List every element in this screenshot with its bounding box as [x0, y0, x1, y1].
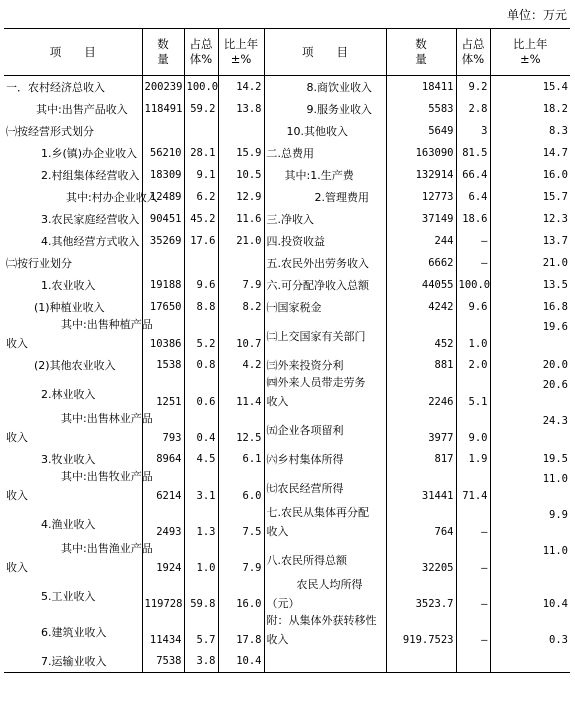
percent-cell: 3.8	[184, 650, 218, 673]
yoy-cell: 16.8	[490, 296, 570, 318]
left-item-label	[4, 318, 153, 354]
item-text: 3.农民家庭经营收入	[41, 212, 140, 226]
quantity-cell: 90451	[142, 208, 184, 230]
item-text-continued: 收入	[6, 431, 28, 444]
item-text: 其中:出售渔业产品	[61, 542, 153, 555]
table-row	[4, 142, 570, 164]
item-text: ㈥乡村集体所得	[266, 452, 344, 466]
left-item-label	[4, 98, 142, 120]
quantity-cell: 163090	[386, 142, 456, 164]
left-item-label	[4, 142, 142, 164]
left-item-label	[4, 230, 142, 252]
yoy-cell: 11.4	[218, 376, 264, 412]
quantity-cell: 44055	[386, 274, 456, 296]
table-row	[4, 318, 570, 354]
quantity-cell	[142, 252, 184, 274]
quantity-cell: 2493	[142, 506, 184, 542]
right-item-label	[264, 296, 386, 318]
yoy-cell: 10.5	[218, 164, 264, 186]
percent-cell: 2.0	[456, 354, 490, 376]
percent-cell	[184, 252, 218, 274]
table-row	[4, 542, 570, 578]
yoy-cell: 14.2	[218, 76, 264, 99]
percent-cell: 9.6	[456, 296, 490, 318]
quantity-cell: 56210	[142, 142, 184, 164]
quantity-cell: 452	[386, 318, 456, 354]
yoy-cell: 11.0	[490, 470, 570, 506]
left-item-label	[4, 274, 142, 296]
table-row	[4, 98, 570, 120]
header-item: 项 目	[264, 29, 386, 76]
unit-label: 单位：万元	[506, 8, 567, 22]
item-text: 农民人均所得	[296, 578, 363, 591]
table-row	[4, 376, 570, 412]
percent-cell: 4.5	[184, 448, 218, 470]
percent-cell: —	[456, 506, 490, 542]
yoy-cell: 9.9	[490, 506, 570, 542]
percent-cell: 71.4	[456, 470, 490, 506]
percent-cell: 6.4	[456, 186, 490, 208]
left-item-label	[4, 76, 142, 99]
quantity-cell: 132914	[386, 164, 456, 186]
right-item-label	[264, 142, 386, 164]
yoy-cell: 8.2	[218, 296, 264, 318]
yoy-cell	[490, 650, 570, 673]
table-row	[4, 448, 570, 470]
percent-cell: 81.5	[456, 142, 490, 164]
percent-cell: 5.7	[184, 614, 218, 650]
yoy-cell	[218, 252, 264, 274]
item-text: 五.农民外出劳务收入	[266, 256, 369, 270]
quantity-cell: 4242	[386, 296, 456, 318]
quantity-cell: 12489	[142, 186, 184, 208]
percent-cell: 8.8	[184, 296, 218, 318]
percent-cell: 45.2	[184, 208, 218, 230]
item-text-continued: 收入	[266, 633, 289, 646]
percent-cell: 3	[456, 120, 490, 142]
header-percent: 占总 体%	[184, 29, 218, 76]
yoy-cell: 15.7	[490, 186, 570, 208]
item-text: 9.服务业收入	[306, 102, 372, 116]
table-row	[4, 650, 570, 673]
yoy-cell: 21.0	[490, 252, 570, 274]
table-row	[4, 614, 570, 650]
item-text: 2.管理费用	[314, 190, 369, 204]
item-text: 一．农村经济总收入	[6, 80, 105, 94]
quantity-cell: 7538	[142, 650, 184, 673]
right-item-label	[264, 448, 386, 470]
table-row	[4, 208, 570, 230]
yoy-cell: 16.0	[218, 578, 264, 614]
quantity-cell: 2246	[386, 376, 456, 412]
percent-cell: 1.0	[456, 318, 490, 354]
yoy-cell: 7.9	[218, 542, 264, 578]
percent-cell: 28.1	[184, 142, 218, 164]
percent-cell	[184, 120, 218, 142]
yoy-cell	[218, 120, 264, 142]
table-row	[4, 470, 570, 506]
quantity-cell: 35269	[142, 230, 184, 252]
quantity-cell	[386, 650, 456, 673]
yoy-cell: 17.8	[218, 614, 264, 650]
right-item-label	[264, 506, 386, 542]
item-text: 四.投资收益	[266, 234, 325, 248]
left-item-label	[4, 506, 142, 542]
percent-cell: 0.4	[184, 412, 218, 448]
quantity-cell: 919.7523	[386, 614, 456, 650]
right-item-label	[264, 208, 386, 230]
percent-cell: 5.1	[456, 376, 490, 412]
quantity-cell: 817	[386, 448, 456, 470]
quantity-cell: 19188	[142, 274, 184, 296]
percent-cell: —	[456, 578, 490, 614]
right-item-label	[264, 470, 386, 506]
item-text: ㈣外来人员带走劳务	[266, 376, 366, 389]
item-text: ㈢外来投资分利	[266, 358, 344, 372]
income-table	[4, 28, 570, 673]
item-text: 七.农民从集体再分配	[266, 506, 369, 519]
right-item-label	[264, 186, 386, 208]
yoy-cell: 16.0	[490, 164, 570, 186]
quantity-cell: 1538	[142, 354, 184, 376]
percent-cell: 100.0	[184, 76, 218, 99]
table-row	[4, 506, 570, 542]
item-text: 8.商饮业收入	[306, 80, 372, 94]
right-item-label	[264, 578, 386, 614]
left-item-label	[4, 208, 142, 230]
yoy-cell: 20.6	[490, 376, 570, 412]
right-item-label	[264, 164, 386, 186]
yoy-cell: 13.5	[490, 274, 570, 296]
percent-cell: 59.2	[184, 98, 218, 120]
yoy-cell: 18.2	[490, 98, 570, 120]
quantity-cell: 31441	[386, 470, 456, 506]
percent-cell	[456, 650, 490, 673]
item-text-continued: 收入	[6, 489, 28, 502]
yoy-cell: 7.9	[218, 274, 264, 296]
right-item-label	[264, 274, 386, 296]
percent-cell: 2.8	[456, 98, 490, 120]
yoy-cell: 15.4	[490, 76, 570, 99]
quantity-cell: 1924	[142, 542, 184, 578]
quantity-cell: 12773	[386, 186, 456, 208]
right-item-label	[264, 230, 386, 252]
item-text: 附：从集体外获转移性	[266, 614, 377, 627]
item-text: 八.农民所得总额	[266, 553, 347, 567]
item-text: 3.牧业收入	[41, 452, 96, 466]
left-item-label	[4, 354, 142, 376]
right-item-label	[264, 650, 386, 673]
yoy-cell: 10.4	[490, 578, 570, 614]
quantity-cell: 1251	[142, 376, 184, 412]
yoy-cell: 19.6	[490, 318, 570, 354]
item-text-continued: 收入	[266, 525, 289, 538]
table-row	[4, 354, 570, 376]
item-text: 4.其他经营方式收入	[41, 234, 140, 248]
item-text: 其中:出售产品收入	[36, 102, 128, 116]
yoy-cell: 10.7	[218, 318, 264, 354]
item-text: ㈡按行业划分	[6, 256, 72, 270]
right-item-label	[264, 412, 386, 448]
item-text: 其中:1.生产费	[284, 168, 354, 182]
item-text: 2.林业收入	[41, 387, 96, 401]
percent-cell: 0.8	[184, 354, 218, 376]
percent-cell: 9.0	[456, 412, 490, 448]
percent-cell: 9.1	[184, 164, 218, 186]
table-body	[4, 76, 570, 673]
yoy-cell: 8.3	[490, 120, 570, 142]
item-text: 7.运输业收入	[41, 654, 107, 668]
quantity-cell: 244	[386, 230, 456, 252]
yoy-cell: 11.6	[218, 208, 264, 230]
quantity-cell: 3523.7	[386, 578, 456, 614]
right-item-label	[264, 542, 386, 578]
left-item-label	[4, 412, 153, 448]
percent-cell: 100.0	[456, 274, 490, 296]
percent-cell: 1.3	[184, 506, 218, 542]
percent-cell: —	[456, 252, 490, 274]
table-row	[4, 412, 570, 448]
table-row	[4, 120, 570, 142]
left-item-label	[4, 252, 142, 274]
left-item-label	[4, 542, 153, 578]
item-text: 六.可分配净收入总额	[266, 278, 369, 292]
yoy-cell: 19.5	[490, 448, 570, 470]
item-text: ㈦农民经营所得	[266, 481, 344, 495]
table-row	[4, 578, 570, 614]
yoy-cell: 6.0	[218, 470, 264, 506]
quantity-cell: 17650	[142, 296, 184, 318]
left-item-label	[4, 614, 142, 650]
percent-cell: 9.2	[456, 76, 490, 99]
percent-cell: 5.2	[184, 318, 218, 354]
item-text: 6.建筑业收入	[41, 625, 107, 639]
percent-cell: 1.9	[456, 448, 490, 470]
yoy-cell: 13.8	[218, 98, 264, 120]
left-item-label	[4, 376, 142, 412]
quantity-cell: 881	[386, 354, 456, 376]
percent-cell: 66.4	[456, 164, 490, 186]
left-item-label	[4, 120, 142, 142]
yoy-cell: 12.9	[218, 186, 264, 208]
right-item-label	[264, 376, 386, 412]
table-row	[4, 164, 570, 186]
right-item-label	[264, 318, 386, 354]
item-text-continued: （元）	[266, 597, 300, 610]
item-text: (2)其他农业收入	[34, 358, 116, 372]
yoy-cell: 15.9	[218, 142, 264, 164]
item-text: ㈠按经营形式划分	[6, 124, 94, 138]
yoy-cell: 13.7	[490, 230, 570, 252]
percent-cell: 6.2	[184, 186, 218, 208]
item-text: 10.其他收入	[286, 124, 348, 138]
percent-cell: —	[456, 230, 490, 252]
quantity-cell: 6214	[142, 470, 184, 506]
item-text: 三.净收入	[266, 212, 314, 226]
left-item-label	[4, 448, 142, 470]
percent-cell: 9.6	[184, 274, 218, 296]
item-text-continued: 收入	[6, 337, 28, 350]
item-text: 2.村组集体经营收入	[41, 168, 140, 182]
quantity-cell: 8964	[142, 448, 184, 470]
right-item-label	[264, 120, 386, 142]
left-item-label	[4, 164, 142, 186]
left-item-label	[4, 296, 142, 318]
percent-cell: —	[456, 542, 490, 578]
quantity-cell: 764	[386, 506, 456, 542]
percent-cell: 0.6	[184, 376, 218, 412]
header-yoy: 比上年 ±%	[218, 29, 264, 76]
percent-cell: 18.6	[456, 208, 490, 230]
header-quantity: 数 量	[142, 29, 184, 76]
yoy-cell: 21.0	[218, 230, 264, 252]
quantity-cell: 18309	[142, 164, 184, 186]
quantity-cell: 793	[142, 412, 184, 448]
item-text: ㈠国家税金	[266, 300, 322, 314]
left-item-label	[4, 650, 142, 673]
right-item-label	[264, 354, 386, 376]
item-text: 1.农业收入	[41, 278, 96, 292]
quantity-cell: 5583	[386, 98, 456, 120]
quantity-cell: 10386	[142, 318, 184, 354]
quantity-cell: 200239	[142, 76, 184, 99]
table-row	[4, 252, 570, 274]
header-quantity: 数 量	[386, 29, 456, 76]
item-text: 其中:出售牧业产品	[61, 470, 153, 483]
quantity-cell: 3977	[386, 412, 456, 448]
table-header	[4, 29, 570, 76]
left-item-label	[4, 578, 142, 614]
table-row	[4, 296, 570, 318]
yoy-cell: 11.0	[490, 542, 570, 578]
header-yoy: 比上年 ±%	[490, 29, 570, 76]
table-row	[4, 230, 570, 252]
table-row	[4, 274, 570, 296]
item-text-continued: 收入	[266, 395, 289, 408]
item-text: 1.乡(镇)办企业收入	[41, 146, 138, 160]
yoy-cell: 0.3	[490, 614, 570, 650]
item-text-continued: 收入	[6, 561, 28, 574]
yoy-cell: 10.4	[218, 650, 264, 673]
yoy-cell: 24.3	[490, 412, 570, 448]
item-text: 5.工业收入	[41, 589, 96, 603]
percent-cell: 1.0	[184, 542, 218, 578]
percent-cell: 17.6	[184, 230, 218, 252]
quantity-cell: 18411	[386, 76, 456, 99]
item-text: (1)种植业收入	[34, 300, 105, 314]
yoy-cell: 6.1	[218, 448, 264, 470]
quantity-cell: 118491	[142, 98, 184, 120]
quantity-cell: 5649	[386, 120, 456, 142]
item-text: 其中:村办企业收入	[66, 190, 158, 204]
yoy-cell: 20.0	[490, 354, 570, 376]
yoy-cell: 4.2	[218, 354, 264, 376]
header-item: 项 目	[4, 29, 142, 76]
quantity-cell: 6662	[386, 252, 456, 274]
item-text: 其中:出售林业产品	[61, 412, 153, 425]
percent-cell: —	[456, 614, 490, 650]
yoy-cell: 12.3	[490, 208, 570, 230]
table-row	[4, 186, 570, 208]
table-row	[4, 76, 570, 99]
quantity-cell	[142, 120, 184, 142]
quantity-cell: 11434	[142, 614, 184, 650]
quantity-cell: 37149	[386, 208, 456, 230]
item-text: 4.渔业收入	[41, 517, 96, 531]
quantity-cell: 32205	[386, 542, 456, 578]
right-item-label	[264, 252, 386, 274]
quantity-cell: 119728	[142, 578, 184, 614]
percent-cell: 3.1	[184, 470, 218, 506]
left-item-label	[4, 470, 153, 506]
left-item-label	[4, 186, 158, 208]
yoy-cell: 12.5	[218, 412, 264, 448]
yoy-cell: 14.7	[490, 142, 570, 164]
right-item-label	[264, 76, 386, 99]
right-item-label	[264, 98, 386, 120]
item-text: 二.总费用	[266, 146, 314, 160]
yoy-cell: 7.5	[218, 506, 264, 542]
item-text: ㈡上交国家有关部门	[266, 329, 366, 343]
right-item-label	[264, 614, 386, 650]
percent-cell: 59.8	[184, 578, 218, 614]
item-text: ㈤企业各项留利	[266, 423, 344, 437]
item-text: 其中:出售种植产品	[61, 318, 153, 331]
header-percent: 占总 体%	[456, 29, 490, 76]
